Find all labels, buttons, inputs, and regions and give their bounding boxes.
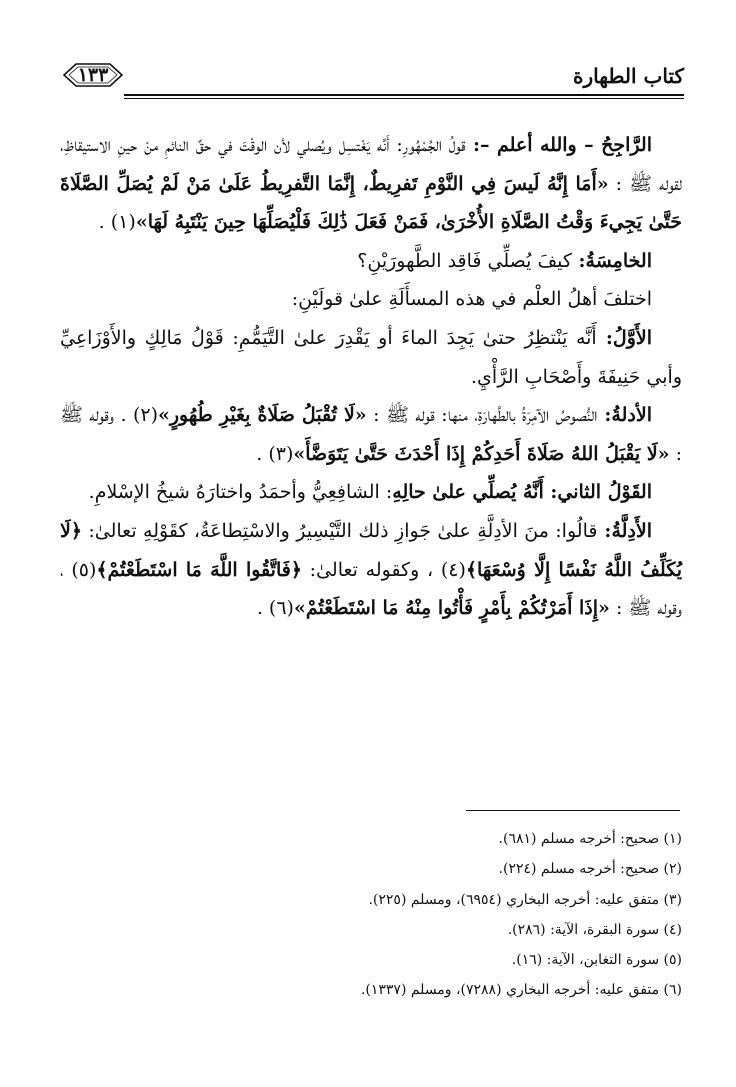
paragraph-first-opinion [60,319,682,396]
paragraph-text: قالُوا: منَ الأدِلَّةِ علىٰ جَوازِ ذلك التَّيْسِيرُ والاسْتِطاعَةُ، كقَوْلِهِ تعالىٰ: [81,519,598,542]
paragraph-evidence-second [60,512,682,628]
paragraph-text: النُّصوصُ الآمِرَةُ بالطَّهارَةِ، منها: قوله ﷺ : [366,404,598,427]
header-rule-thin [124,98,684,99]
footnote-6: (٦) متفق عليه: أخرجه البخاري (٧٢٨٨)، ومسلم (١٣٣٧). [360,982,682,999]
hadith-quote: «إِذَا أَمَرْتُكُمْ بِأَمْرٍ فَأْتُوا مِنْهُ مَا اسْتَطَعْتُمْ» [293,597,610,620]
page-number-badge [62,62,124,88]
paragraph-text: : الشافِعِيُّ وأحمَدُ واختارَهُ شيخُ الإسْلامِ. [88,481,393,504]
chapter-title: كتاب الطهارة [573,64,684,88]
paragraph-text: أَنَّه يَنْتظِرُ حتىٰ يَجِدَ الماءَ أو يَقْدِرَ علىٰ التَّيَمُّمِ: قَوْلُ مَالِكٍ والأَوْزَاعِيِّ وأبي حَنِيفَةَ وأَصْحَابِ الرَّأْيِ. [60,326,682,388]
page-header [62,52,684,98]
footnote-5: (٥) سورة التغابن، الآية: (١٦). [511,952,682,969]
section-label: القَوْلُ الثاني: [543,481,652,504]
paragraph-text: كيفَ يُصلِّي فَاقِد الطَّهورَيْنِ؟ [357,249,572,272]
section-label: الأَوَّلُ: [596,326,652,349]
main-text [60,126,682,628]
page-number: ١٣٣ [77,64,109,86]
footnote-ref: (٣) . [256,442,294,465]
paragraph-fifth-issue [60,242,682,281]
footnote-ref: (٦) . [256,597,294,620]
section-label: الخامِسَةُ: [571,249,652,272]
footnote-2: (٢) صحيح: أخرجه مسلم (٢٢٤). [498,861,682,878]
paragraph-text: (٢) . وقوله ﷺ : [60,404,682,465]
paragraph-preponderant-view [60,126,682,242]
footnotes [60,824,682,1006]
section-label: الأدلةُ: [597,404,652,427]
footnote-3: (٣) متفق عليه: أخرجه البخاري (٦٩٥٤)، ومسلم (٢٢٥). [368,891,682,908]
hadith-quote: «لَا تُقْبَلُ صَلَاةٌ بِغَيْرِ طُهُورٍ» [158,404,367,427]
paragraph-evidence-first [60,396,682,473]
quran-quote: ﴿فَاتَّقُوا اللَّهَ مَا اسْتَطَعْتُمْ﴾ [96,558,302,581]
paragraph-text: (٤) ، وكقوله تعالىٰ: [301,558,466,581]
footnote-4: (٤) سورة البقرة، الآية: (٢٨٦). [507,921,682,938]
paragraph-scholars-differ [60,280,682,319]
opinion-quote: أَنَّهُ يُصلِّي علىٰ حالِهِ [392,481,544,504]
term-label: الرَّاجِحُ – والله أعلم –: [465,134,652,156]
footnote-ref: (١) . [98,211,136,234]
section-label: الأَدِلَّةُ: [597,519,652,542]
hadith-quote: «أَمَا إِنَّهُ لَيسَ فِي النَّوْمِ تَفرِيطٌ، إِنَّمَا التَّفرِيطُ عَلَىٰ مَنْ لَمْ يُصَلِّ الصَّلَاةَ حَتَّىٰ يَجِيءَ وَقْتُ الصَّلَاةِ الأُخْرَىٰ، فَمَنْ فَعَلَ ذَٰلِكَ فَلْيُصَلِّهَا حِينَ يَنْتَبِهُ لَهَا» [60,172,682,234]
paragraph-text: قولُ الجُمْهُورِ: أَنَّه يَغْتسِل ويُصلي لأن الوقْتَ في حقِّ النائمِ منْ حينِ الاستيقاظِ، لقوله ﷺ : [60,134,682,195]
footnote-separator [466,810,680,811]
paragraph-text: (٥) ، وقوله ﷺ : [60,558,682,620]
hadith-quote: «لَا يَقْبَلُ اللهُ صَلَاةَ أَحَدِكُمْ إِذَا أَحْدَثَ حَتَّىٰ يَتَوَضَّأَ» [293,442,670,465]
header-rule [124,94,684,96]
paragraph-text: اختلفَ أهلُ العلْم في هذه المسأَلَةِ علىٰ قولَيْنِ: [291,288,652,311]
paragraph-second-opinion [60,473,682,512]
quran-quote: ﴿لَا يُكَلِّفُ اللَّهُ نَفْسًا إِلَّا وُسْعَهَا﴾ [60,519,682,581]
footnote-1: (١) صحيح: أخرجه مسلم (٦٨١). [498,831,682,847]
